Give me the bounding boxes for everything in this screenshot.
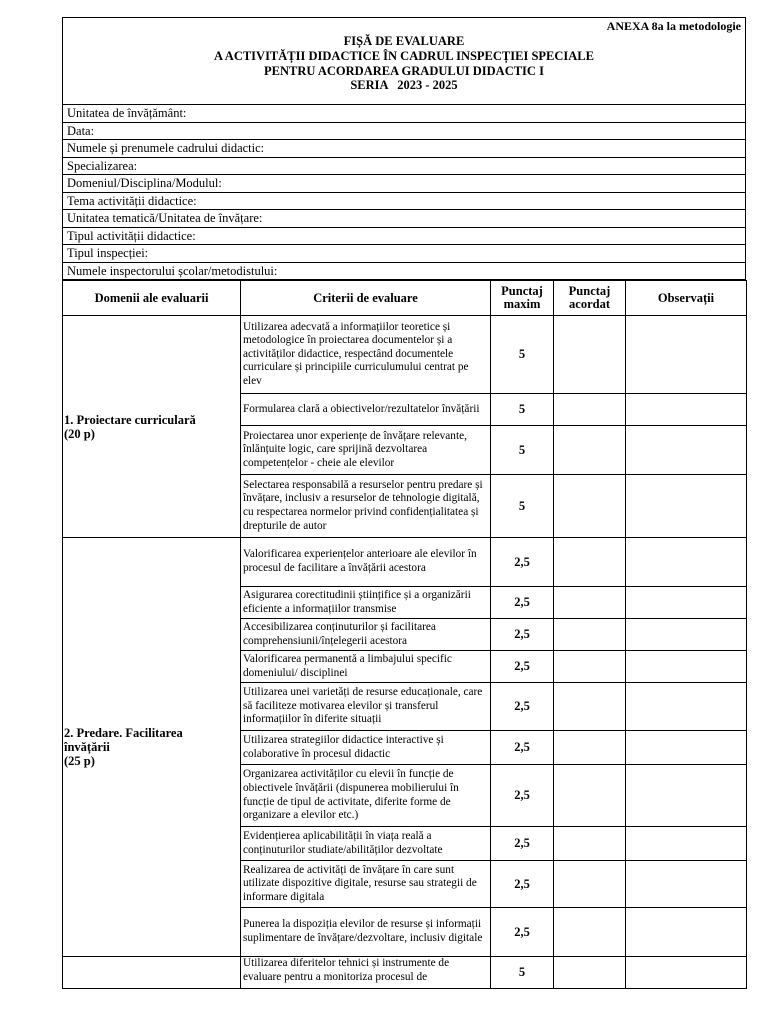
title-line: FIȘĂ DE EVALUARE xyxy=(343,34,465,48)
notes-cell[interactable] xyxy=(626,475,747,538)
criterion-text: Evidențierea aplicabilității în viața reală a conținuturilor studiate/abilităților dezvoltate xyxy=(241,827,491,861)
given-points-cell[interactable] xyxy=(554,957,626,989)
criterion-text: Utilizarea adecvată a informațiilor teoretice și metodologice în proiectarea documentelor și a activităților didactice, respectând documentele curriculare și principiile curriculumului centrat pe elev xyxy=(241,316,491,394)
notes-cell[interactable] xyxy=(626,908,747,957)
info-field-date[interactable]: Data: xyxy=(62,123,746,141)
given-points-cell[interactable] xyxy=(554,731,626,765)
notes-cell[interactable] xyxy=(626,538,747,587)
given-points-cell[interactable] xyxy=(554,619,626,651)
notes-cell[interactable] xyxy=(626,587,747,619)
table-row xyxy=(63,538,747,587)
info-field-teacher-name[interactable]: Numele și prenumele cadrului didactic: xyxy=(62,140,746,158)
table-header-row xyxy=(63,281,747,316)
domain-points: (20 p) xyxy=(64,426,95,441)
header-text: Punctaj xyxy=(568,284,611,298)
given-points-cell[interactable] xyxy=(554,861,626,908)
given-points-cell[interactable] xyxy=(554,426,626,475)
column-header-criteria: Criterii de evaluare xyxy=(241,281,491,316)
notes-cell[interactable] xyxy=(626,957,747,989)
criterion-text: Realizarea de activități de învățare în care sunt utilizate dispozitive digitale, resurse sau strategii de informare digitala xyxy=(241,861,491,908)
given-points-cell[interactable] xyxy=(554,475,626,538)
column-header-domain: Domenii ale evaluarii xyxy=(63,281,241,316)
max-points: 2,5 xyxy=(491,619,554,651)
notes-cell[interactable] xyxy=(626,765,747,827)
domain-cell xyxy=(63,957,241,989)
given-points-cell[interactable] xyxy=(554,827,626,861)
column-header-max-points xyxy=(491,281,554,316)
criterion-text: Valorificarea experiențelor anterioare ale elevilor în procesul de facilitare a învățării acestora xyxy=(241,538,491,587)
info-field-discipline[interactable]: Domeniul/Disciplina/Modulul: xyxy=(62,175,746,193)
domain-cell xyxy=(63,316,241,538)
table-row xyxy=(63,957,747,989)
max-points: 2,5 xyxy=(491,587,554,619)
criterion-text: Utilizarea strategiilor didactice interactive și colaborative în procesul didactic xyxy=(241,731,491,765)
max-points: 2,5 xyxy=(491,861,554,908)
info-field-activity-type[interactable]: Tipul activității didactice: xyxy=(62,228,746,246)
notes-cell[interactable] xyxy=(626,394,747,426)
title-line: A ACTIVITĂȚII DIDACTICE ÎN CADRUL INSPECȚIEI SPECIALE xyxy=(214,48,594,63)
criterion-text: Selectarea responsabilă a resurselor pentru predare și învățare, inclusiv a resurselor de tehnologie digitală, cu respectarea normelor privind confidențialitatea și drepturile de autor xyxy=(241,475,491,538)
max-points: 2,5 xyxy=(491,731,554,765)
notes-cell[interactable] xyxy=(626,426,747,475)
info-field-inspector-name[interactable]: Numele inspectorului școlar/metodistului: xyxy=(62,263,746,281)
domain-points: (25 p) xyxy=(64,754,95,768)
info-field-learning-unit[interactable]: Unitatea tematică/Unitatea de învățare: xyxy=(62,210,746,228)
given-points-cell[interactable] xyxy=(554,394,626,426)
info-field-specialization[interactable]: Specializarea: xyxy=(62,158,746,176)
max-points: 5 xyxy=(491,957,554,989)
notes-cell[interactable] xyxy=(626,861,747,908)
max-points: 5 xyxy=(491,475,554,538)
domain-cell xyxy=(63,538,241,957)
column-header-given-points xyxy=(554,281,626,316)
column-header-notes: Observații xyxy=(626,281,747,316)
given-points-cell[interactable] xyxy=(554,683,626,731)
header-text: maxim xyxy=(503,297,541,311)
notes-cell[interactable] xyxy=(626,316,747,394)
given-points-cell[interactable] xyxy=(554,538,626,587)
criterion-text: Asigurarea corectitudinii științifice și a organizării eficiente a informațiilor transmise xyxy=(241,587,491,619)
max-points: 2,5 xyxy=(491,827,554,861)
header-text: acordat xyxy=(569,297,610,311)
given-points-cell[interactable] xyxy=(554,765,626,827)
criterion-text: Formularea clară a obiectivelor/rezultatelor învățării xyxy=(241,394,491,426)
max-points: 2,5 xyxy=(491,683,554,731)
notes-cell[interactable] xyxy=(626,619,747,651)
info-field-inspection-type[interactable]: Tipul inspecției: xyxy=(62,245,746,263)
given-points-cell[interactable] xyxy=(554,908,626,957)
title-line: SERIA 2023 - 2025 xyxy=(350,78,458,93)
info-field-school[interactable]: Unitatea de învățământ: xyxy=(62,105,746,123)
domain-name: 1. Proiectare curriculară xyxy=(64,412,196,427)
max-points: 5 xyxy=(491,426,554,475)
evaluation-table xyxy=(62,280,747,989)
evaluation-form xyxy=(62,17,746,989)
info-field-activity-topic[interactable]: Tema activității didactice: xyxy=(62,193,746,211)
max-points: 2,5 xyxy=(491,651,554,683)
criterion-text: Proiectarea unor experiențe de învățare relevante, înlănțuite logic, care sprijină dezvoltarea competențelor - cheie ale elevilor xyxy=(241,426,491,475)
max-points: 5 xyxy=(491,316,554,394)
criterion-text: Organizarea activităților cu elevii în funcție de obiectivele învățării (dispunerea mobilierului în funcție de tipul de activitate, diferite forme de organizare a elevilor etc.) xyxy=(241,765,491,827)
domain-name: 2. Predare. Facilitarea xyxy=(64,726,183,740)
criterion-text: Punerea la dispoziția elevilor de resurse și informații suplimentare de învățare/dezvoltare, inclusiv digitale xyxy=(241,908,491,957)
criterion-text: Utilizarea unei varietăți de resurse educaționale, care să faciliteze motivarea elevilor și transferul informațiilor în diferite situații xyxy=(241,683,491,731)
notes-cell[interactable] xyxy=(626,731,747,765)
max-points: 5 xyxy=(491,394,554,426)
notes-cell[interactable] xyxy=(626,683,747,731)
notes-cell[interactable] xyxy=(626,827,747,861)
domain-name: învățării xyxy=(64,740,110,754)
criterion-text: Utilizarea diferitelor tehnici și instrumente de evaluare pentru a monitoriza procesul de xyxy=(241,957,491,989)
given-points-cell[interactable] xyxy=(554,316,626,394)
form-header xyxy=(62,17,746,105)
given-points-cell[interactable] xyxy=(554,587,626,619)
criterion-text: Accesibilizarea conținuturilor și facilitarea comprehensiunii/înțelegerii acestora xyxy=(241,619,491,651)
max-points: 2,5 xyxy=(491,538,554,587)
criterion-text: Valorificarea permanentă a limbajului specific domeniului/ disciplinei xyxy=(241,651,491,683)
table-row xyxy=(63,316,747,394)
title-line: PENTRU ACORDAREA GRADULUI DIDACTIC I xyxy=(264,63,544,78)
max-points: 2,5 xyxy=(491,765,554,827)
notes-cell[interactable] xyxy=(626,651,747,683)
max-points: 2,5 xyxy=(491,908,554,957)
given-points-cell[interactable] xyxy=(554,651,626,683)
form-title xyxy=(63,34,745,93)
annex-label: ANEXA 8a la metodologie xyxy=(606,19,741,33)
header-text: Punctaj xyxy=(501,284,543,298)
